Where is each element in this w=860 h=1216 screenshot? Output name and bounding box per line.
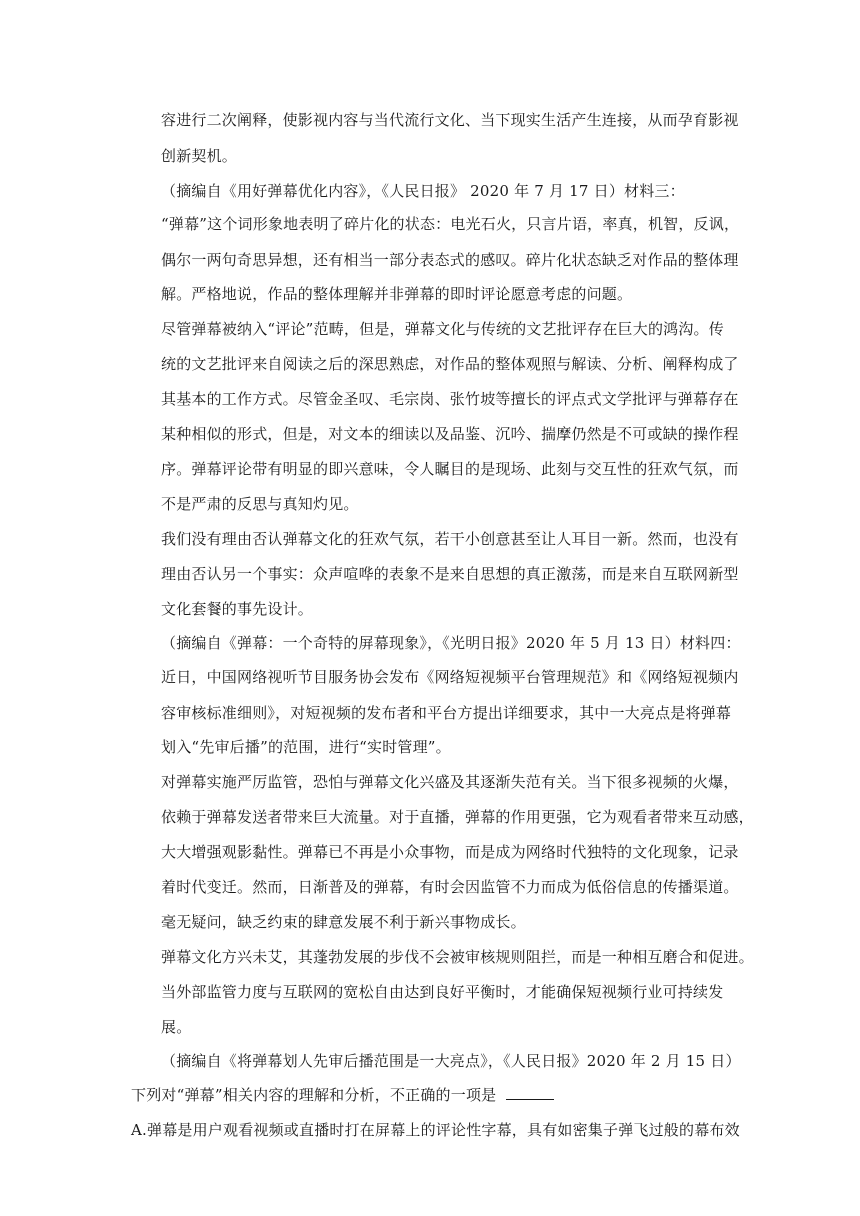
text-line: 尽管弹幕被纳入“评论”范畴，但是，弹幕文化与传统的文艺批评存在巨大的鸿沟。传	[161, 320, 724, 338]
text-line: 某种相似的形式，但是，对文本的细读以及品鉴、沉吟、揣摩仍然是不可或缺的操作程	[161, 425, 739, 443]
text-line: 毫无疑问，缺乏约束的肆意发展不利于新兴事物成长。	[161, 913, 526, 931]
text-line: 近日，中国网络视听节目服务协会发布《网络短视频平台管理规范》和《网络短视频内	[161, 668, 739, 686]
text-line: 大大增强观影黏性。弹幕已不再是小众事物，而是成为网络时代独特的文化现象，记录	[161, 843, 739, 861]
text-line: 不是严肃的反思与真知灼见。	[161, 495, 359, 513]
source-citation: （摘编自《用好弹幕优化内容》，《人民日报》 2020 年 7 月 17 日）材料三：	[161, 182, 685, 200]
text-line: 文化套餐的事先设计。	[161, 600, 314, 618]
text-line: “弹幕”这个词形象地表明了碎片化的状态：电光石火，只言片语，率真，机智，反讽，	[161, 215, 740, 233]
text-line: 我们没有理由否认弹幕文化的狂欢气氛，若干小创意甚至让人耳目一新。然而，也没有	[161, 530, 739, 548]
source-citation: （摘编自《将弹幕划人先审后播范围是一大亮点》，《人民日报》2020 年 2 月 15 日）	[161, 1052, 741, 1070]
text-line: 弹幕文化方兴未艾，其蓬勃发展的步伐不会被审核规则阻拦，而是一种相互磨合和促进。	[161, 948, 754, 966]
text-line: 理由否认另一个事实：众声喧哗的表象不是来自思想的真正激荡，而是来自互联网新型	[161, 565, 739, 583]
text-line: 统的文艺批评来自阅读之后的深思熟虑，对作品的整体观照与解读、分析、阐释构成了	[161, 355, 739, 373]
text-line: 序。弹幕评论带有明显的即兴意味，令人瞩目的是现场、此刻与交互性的狂欢气氛，而	[161, 460, 739, 478]
text-line: 其基本的工作方式。尽管金圣叹、毛宗岗、张竹坡等擅长的评点式文学批评与弹幕存在	[161, 390, 739, 408]
question-text: 下列对“弹幕”相关内容的理解和分析，不正确的一项是	[131, 1086, 497, 1104]
text-line: 偶尔一两句奇思异想，还有相当一部分表态式的感叹。碎片化状态缺乏对作品的整体理	[161, 251, 739, 269]
text-line: 划入“先审后播”的范围，进行“实时管理”。	[161, 738, 451, 756]
text-line: 对弹幕实施严厉监管，恐怕与弹幕文化兴盛及其逐渐失范有关。当下很多视频的火爆，	[161, 773, 739, 791]
text-line: 容审核标准细则》，对短视频的发布者和平台方提出详细要求，其中一大亮点是将弹幕	[161, 704, 732, 722]
text-line: 当外部监管力度与互联网的宽松自由达到良好平衡时，才能确保短视频行业可持续发	[161, 983, 724, 1001]
question-line	[131, 1085, 554, 1105]
text-line: 解。严格地说，作品的整体理解并非弹幕的即时评论愿意考虑的问题。	[161, 285, 633, 303]
text-line: 依赖于弹幕发送者带来巨大流量。对于直播，弹幕的作用更强，它为观看者带来互动感，	[161, 808, 754, 826]
text-line: 着时代变迁。然而，日渐普及的弹幕，有时会因监管不力而成为低俗信息的传播渠道。	[161, 878, 739, 896]
text-line: 创新契机。	[161, 147, 238, 165]
text-line: 容进行二次阐释，使影视内容与当代流行文化、当下现实生活产生连接，从而孕育影视	[161, 111, 739, 129]
source-citation: （摘编自《弹幕：一个奇特的屏幕现象》，《光明日报》2020 年 5 月 13 日）材料四：	[161, 634, 741, 652]
text-line: 展。	[161, 1018, 192, 1036]
answer-option-a: A.弹幕是用户观看视频或直播时打在屏幕上的评论性字幕，具有如密集子弹飞过般的幕布效	[131, 1121, 740, 1139]
answer-blank	[506, 1085, 554, 1100]
